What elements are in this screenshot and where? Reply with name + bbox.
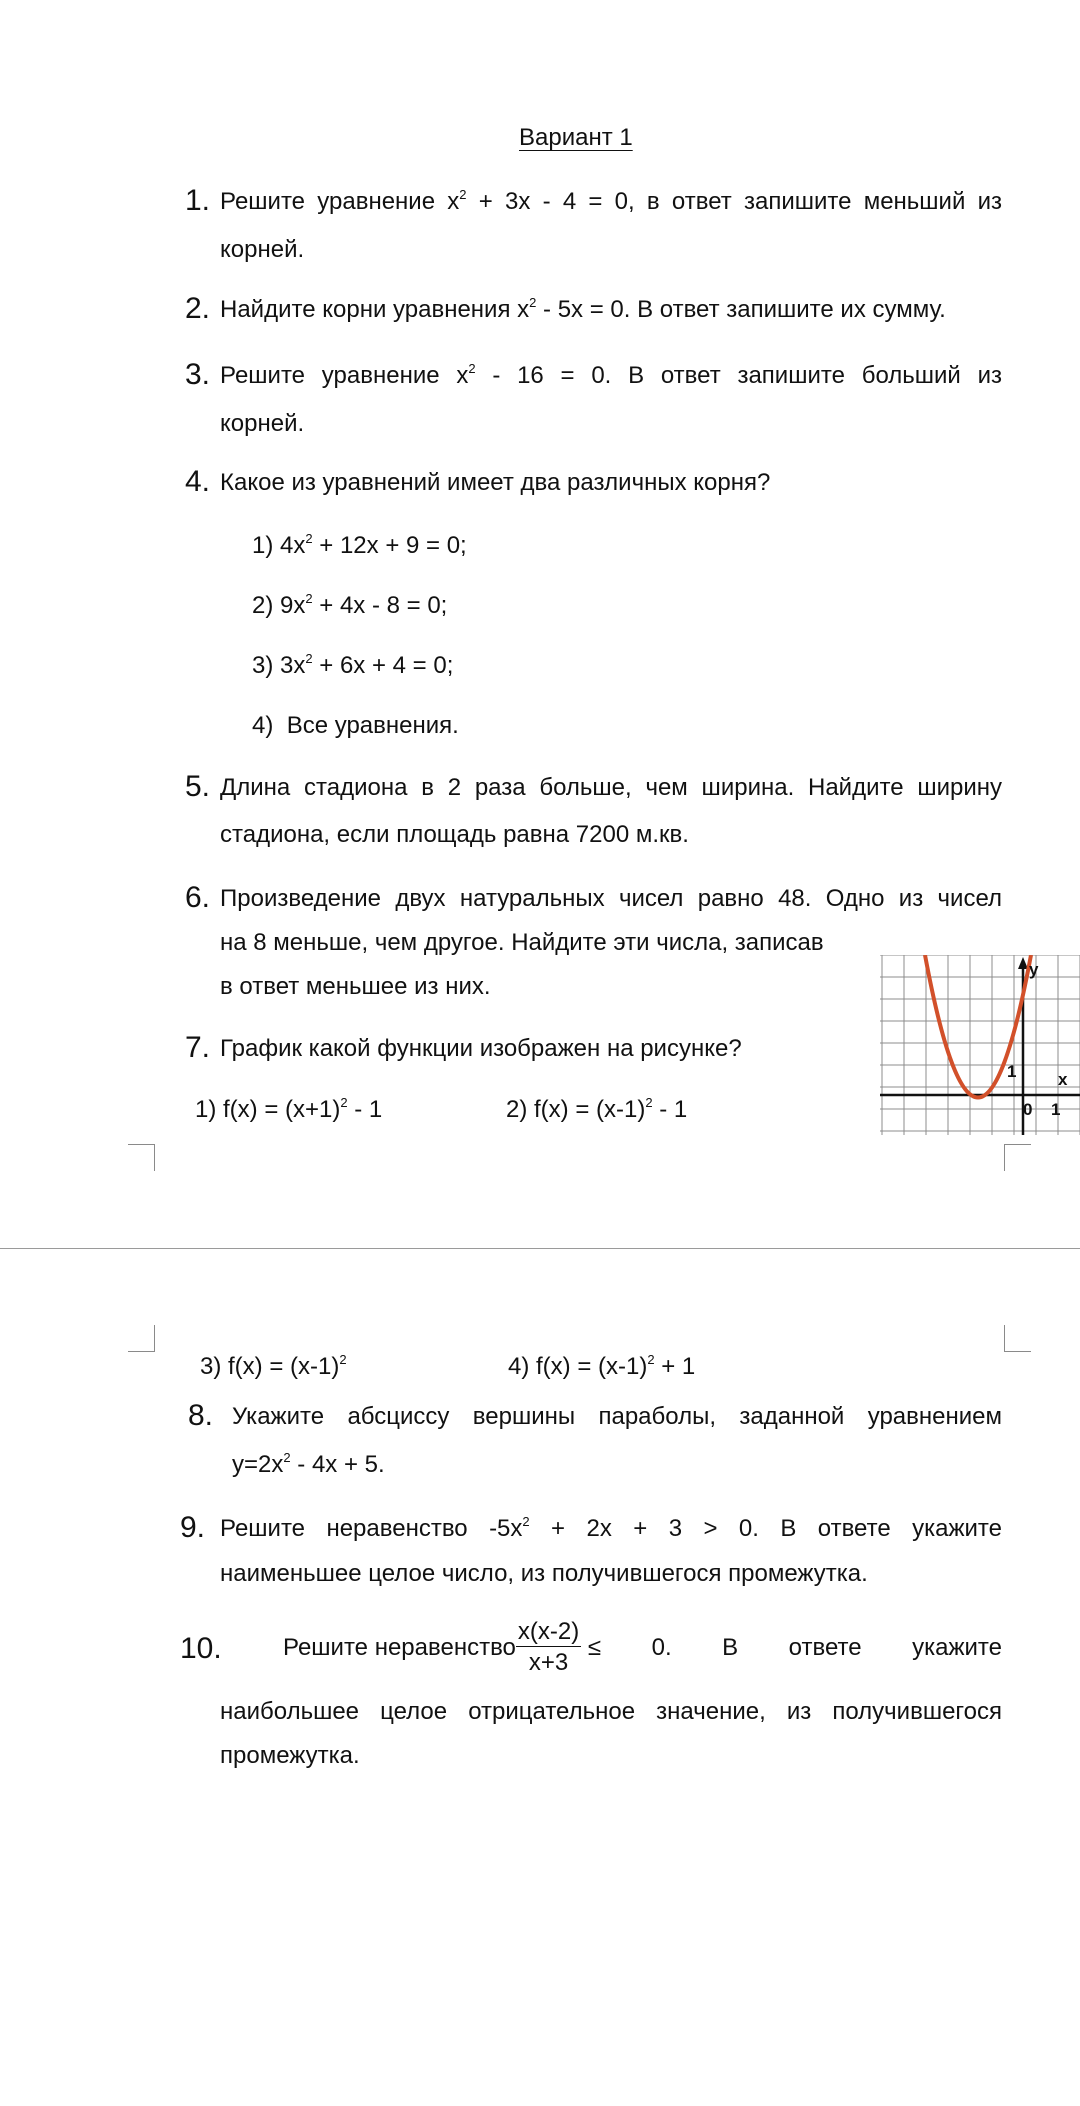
q8-line2: $y=2x^2 - 4x + 5$. xyxy=(232,1450,385,1478)
q2-line1: Найдите корни уравнения $x^2 - 5x = 0$. В ответ запишите их сумму. xyxy=(220,295,946,323)
q3-number: 3. xyxy=(185,358,211,391)
q7-option-1: 1) $f(x) = (x+1)^2 - 1$ xyxy=(195,1095,383,1123)
q4-option-2: 2) $9x^2 + 4x - 8 = 0$; xyxy=(252,591,448,619)
q10-line3: промежутка. xyxy=(220,1742,360,1769)
page1-corner-bottom-left xyxy=(128,1144,155,1171)
q10-fraction-numerator: x(x-2) xyxy=(517,1618,580,1645)
q4-option-4: 4) Все уравнения. xyxy=(252,712,459,739)
q6-number: 6. xyxy=(185,881,211,914)
graph-y-label: y xyxy=(1029,960,1039,979)
q7-question: График какой функции изображен на рисунке? xyxy=(220,1035,742,1062)
q10-line2: наибольшее целое отрицательное значение, из получившегося xyxy=(220,1698,1002,1725)
q9-line1: Решите неравенство $-5x^2 + 2x + 3 > 0$. В ответе укажите xyxy=(220,1514,1002,1542)
page2-corner-top-right xyxy=(1004,1325,1031,1352)
variant-title: Вариант 1 xyxy=(519,124,633,151)
q2-number: 2. xyxy=(185,292,211,325)
q4-number: 4. xyxy=(185,465,211,498)
q1-line2: корней. xyxy=(220,236,305,263)
q7-option-2: 2) $f(x) = (x-1)^2 - 1$ xyxy=(506,1095,688,1123)
q5-number: 5. xyxy=(185,770,211,803)
q3-line1: Решите уравнение $x^2 - 16 = 0$. В ответ запишите больший из xyxy=(220,361,1003,389)
q10-post: ≤ 0. В ответе укажите xyxy=(587,1633,1002,1661)
q9-number: 9. xyxy=(180,1511,206,1544)
q5-line1: Длина стадиона в 2 раза больше, чем ширина. Найдите ширину xyxy=(220,774,1002,801)
parabola-graph xyxy=(880,955,1080,1135)
q4-option-1: 1) $4x^2 + 12x + 9 = 0$; xyxy=(252,531,467,559)
q9-line2: наименьшее целое число, из получившегося промежутка. xyxy=(220,1560,868,1587)
page-break-divider xyxy=(0,1248,1080,1249)
q6-line3: в ответ меньшее из них. xyxy=(220,973,491,1000)
q7-option-4: 4) $f(x) = (x-1)^2 + 1$ xyxy=(508,1352,696,1380)
y-axis-arrow xyxy=(1018,957,1028,969)
q10-fraction-denominator: x+3 xyxy=(528,1649,569,1676)
q8-number: 8. xyxy=(188,1399,214,1432)
graph-grid xyxy=(880,955,1080,1135)
q6-line1: Произведение двух натуральных чисел равно 48. Одно из чисел xyxy=(220,885,1002,912)
q1-line1: Решите уравнение $x^2 + 3x - 4 = 0$, в ответ запишите меньший из xyxy=(220,187,1003,215)
q10-fraction xyxy=(516,1620,581,1675)
q7-number: 7. xyxy=(185,1031,211,1064)
graph-zero-label: 0 xyxy=(1023,1100,1033,1119)
q4-option-3: 3) $3x^2 + 6x + 4 = 0$; xyxy=(252,651,454,679)
q10-number: 10. xyxy=(180,1632,222,1665)
q3-line2: корней. xyxy=(220,410,305,437)
q10-pre: Решите неравенство xyxy=(283,1633,516,1661)
page1-corner-bottom-right xyxy=(1004,1144,1031,1171)
q10-line1 xyxy=(283,1620,1002,1675)
graph-one-x-label: 1 xyxy=(1051,1100,1061,1119)
graph-one-y-label: 1 xyxy=(1007,1062,1017,1081)
q8-line1: Укажите абсциссу вершины параболы, заданной уравнением xyxy=(232,1403,1002,1430)
page2-corner-top-left xyxy=(128,1325,155,1352)
q6-line2: на 8 меньше, чем другое. Найдите эти числа, записав xyxy=(220,929,824,956)
q1-number: 1. xyxy=(185,184,211,217)
q4-question: Какое из уравнений имеет два различных корня? xyxy=(220,469,771,496)
q5-line2: стадиона, если площадь равна 7200 м.кв. xyxy=(220,821,689,848)
q7-option-3: 3) $f(x) = (x-1)^2$ xyxy=(200,1352,347,1380)
graph-x-label: x xyxy=(1058,1070,1068,1089)
